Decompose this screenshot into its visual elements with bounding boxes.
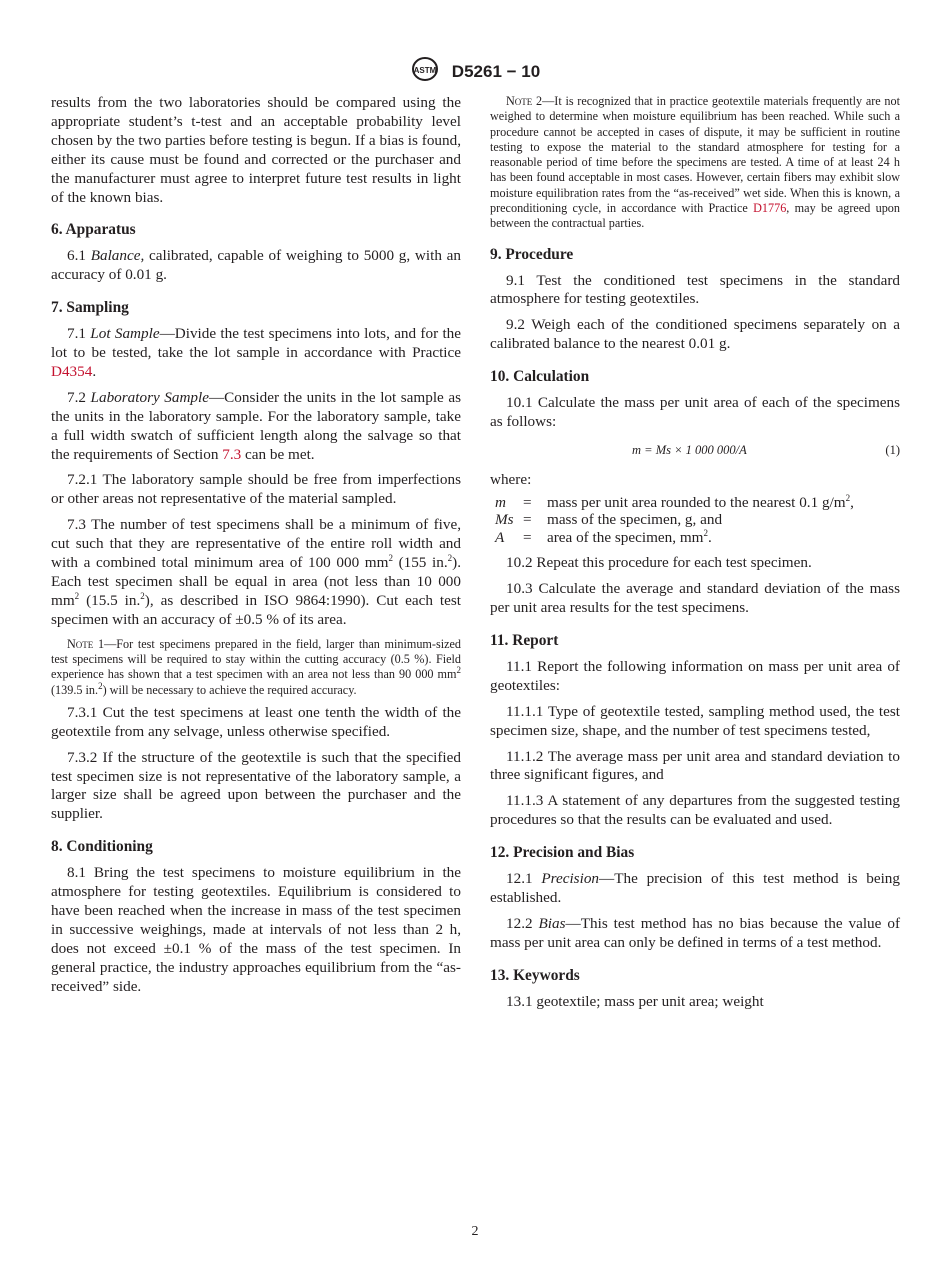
paragraph-8-1: 8.1 Bring the test specimens to moisture equilibrium in the atmosphere for testing geotextiles. Equilibrium is considered to have been reached when the increase in mass of the test specimen in successive weighings, made at intervals of not less than 2 h, does not exceed ±0.1 % of the mass of the test specimen. In general practice, the industry approaches equilibrium from the “as-received” side. [51,864,461,995]
paragraph-11-1-3: 11.1.3 A statement of any departures from the suggested testing procedures so that the results can be evaluated and used. [490,792,900,829]
heading-report: 11. Report [490,632,559,650]
document-number: D5261 − 10 [451,61,541,81]
link-d4354[interactable]: D4354 [51,362,93,380]
paragraph-continued: results from the two laboratories should be compared using the appropriate student’s t-test and an acceptable probability level chosen by the two parties before testing is begun. If a bias is found, either its cause must be found and corrected or the purchaser and the manufacturer must agree to interpret future test results in light of the known bias. [51,94,461,206]
paragraph-9-2: 9.2 Weigh each of the conditioned specimens separately on a calibrated balance to the nearest 0.01 g. [490,316,900,353]
astm-logo-icon [410,56,440,87]
paragraph-10-1: 10.1 Calculate the mass per unit area of each of the specimens as follows: [490,394,900,431]
paragraph-10-3: 10.3 Calculate the average and standard deviation of the mass per unit area results for the test specimens. [490,580,900,617]
paragraph-12-1: 12.1 Precision—The precision of this test method is being established. [490,870,900,907]
paragraph-7-3-2: 7.3.2 If the structure of the geotextile is such that the specified test specimen size is not representative of the laboratory sample, a larger size shall be agreed upon between the purchaser and the supplier. [51,748,461,823]
heading-precision-bias: 12. Precision and Bias [490,844,635,862]
link-d1776[interactable]: D1776 [753,201,787,216]
paragraph-11-1-2: 11.1.2 The average mass per unit area and standard deviation to three significant figures, and [490,747,900,784]
definition-row: A = area of the specimen, $mm^2$. [495,527,712,546]
paragraph-7-2-1: 7.2.1 The laboratory sample should be free from imperfections or other areas not representative of the material sampled. [51,471,461,508]
note-2: Note 2—It is recognized that in practice geotextile materials frequently are not weighed to determine when moisture equilibrium has been reached. While such a procedure cannot be accepted in cases of dispute, it may be sufficient in routine testing to expose the material to the standard atmosphere for testing for a reasonable period of time before the specimens are tested. A time of at least 24 h has been found acceptable in most cases. However, certain fibers may exhibit slow moisture equilibration rates from the “as-received” wet side. When this is known, a preconditioning cycle, in accordance with Practice D1776, may be agreed upon between the contractual parties. [490,94,901,231]
heading-procedure: 9. Procedure [490,245,574,263]
heading-calculation: 10. Calculation [490,368,590,386]
heading-keywords: 13. Keywords [490,966,580,984]
svg-text:ASTM: ASTM [413,66,437,75]
link-section-7-3[interactable]: 7.3 [222,445,242,463]
equation-formula: m = Ms × 1 000 000/A [632,442,747,457]
heading-apparatus: 6. Apparatus [51,221,136,239]
equation-1 [490,439,900,461]
variable-definitions [490,494,900,547]
note-1: Note 1—For test specimens prepared in the field, larger than minimum-sized test specimens will be required to stay within the cutting accuracy (0.5 %). Field experience has shown that a test specimen with an area not less than 90 000 $mm^2$ (139.5 in.$^2$) will be necessary to achieve the required accuracy. [51,636,462,697]
where-label: where: [490,470,532,488]
heading-sampling: 7. Sampling [51,299,129,317]
paragraph-7-3-1: 7.3.1 Cut the test specimens at least one tenth the width of the geotextile from any selvage, unless otherwise specified. [51,703,461,740]
paragraph-7-3: 7.3 The number of test specimens shall be a minimum of five, cut such that they are representative of the entire roll width and with a combined total minimum area of 100 000 $mm^2$ (155 in.$^2$). Each test specimen shall be equal in area (not less than 10 000 $mm^2$ (15.5 in.$^2$), as described in ISO 9864:1990). Cut each test specimen with an accuracy of ±0.5 % of its area. [51,516,461,628]
paragraph-11-1-1: 11.1.1 Type of geotextile tested, sampling method used, the test specimen size, shape, and the number of test specimens tested, [490,702,900,739]
paragraph-7-2: 7.2 Laboratory Sample—Consider the units in the lot sample as the units in the laboratory sample. For the laboratory sample, take a full width swatch of sufficient length along the salvage so that the requirements of Section 7.3 can be met. [51,388,461,463]
paragraph-9-1: 9.1 Test the conditioned test specimens in the standard atmosphere for testing geotextiles. [490,271,900,308]
paragraph-10-2: 10.2 Repeat this procedure for each test specimen. [506,554,812,572]
paragraph-11-1: 11.1 Report the following information on mass per unit area of geotextiles: [490,657,900,694]
equation-number: (1) [885,442,900,457]
paragraph-7-1: 7.1 Lot Sample—Divide the test specimens into lots, and for the lot to be tested, take the lot sample in accordance with Practice D4354. [51,325,461,380]
paragraph-12-2: 12.2 Bias—This test method has no bias because the value of mass per unit area can only be defined in terms of a test method. [490,914,900,951]
right-column [490,94,900,1019]
left-column [51,94,461,1004]
definition-row: Ms = mass of the specimen, g, and [495,511,723,529]
heading-conditioning: 8. Conditioning [51,838,153,856]
definition-row: m = mass per unit area rounded to the nearest 0.1 $g/m^2$, [495,492,854,511]
page-number: 2 [471,1224,479,1239]
page-header [0,56,950,87]
paragraph-13-1: 13.1 geotextile; mass per unit area; weight [506,992,764,1010]
paragraph-6-1: 6.1 Balance, calibrated, capable of weighing to 5000 g, with an accuracy of 0.01 g. [51,247,462,284]
